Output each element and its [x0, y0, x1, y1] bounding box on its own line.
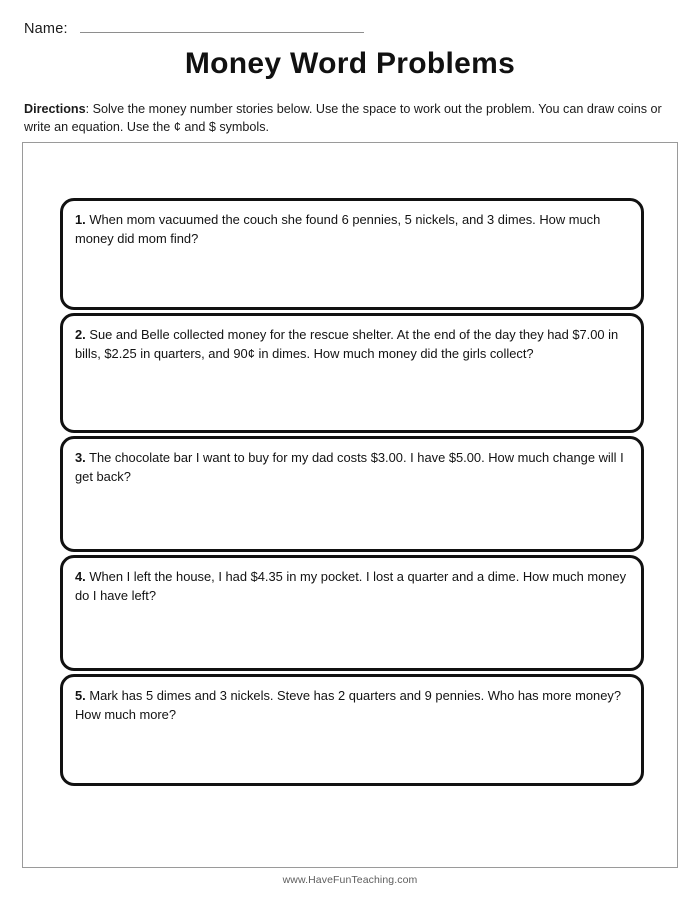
problem-text-4 [75, 568, 627, 606]
problem-number-5: 5. [75, 688, 86, 703]
problem-body-2: Sue and Belle collected money for the rescue shelter. At the end of the day they had $7.00 in bills, $2.25 in quarters, and 90¢ in dimes. How much money did the girls collect? [75, 327, 619, 361]
problem-box-5[interactable] [60, 674, 644, 786]
name-blank-line[interactable] [80, 20, 364, 33]
problem-body-3: The chocolate bar I want to buy for my dad costs $3.00. I have $5.00. How much change will I get back? [75, 450, 624, 484]
footer-url[interactable]: www.HaveFunTeaching.com [282, 874, 418, 886]
problem-box-2[interactable] [60, 313, 644, 433]
problem-text-1 [75, 211, 627, 249]
problem-box-1[interactable] [60, 198, 644, 310]
problem-text-3 [75, 449, 627, 487]
problem-box-4[interactable] [60, 555, 644, 671]
problem-body-1: When mom vacuumed the couch she found 6 pennies, 5 nickels, and 3 dimes. How much money did mom find? [75, 212, 601, 246]
directions [24, 101, 680, 137]
problem-number-3: 3. [75, 450, 86, 465]
directions-text: Solve the money number stories below. Use the space to work out the problem. You can draw coins or write an equation. Use the ¢ and $ symbols. [24, 102, 662, 134]
page-title: Money Word Problems [184, 47, 516, 80]
name-label: Name: [24, 21, 68, 37]
problem-box-3[interactable] [60, 436, 644, 552]
name-row [24, 20, 364, 42]
problem-number-1: 1. [75, 212, 86, 227]
problem-number-4: 4. [75, 569, 86, 584]
directions-label: Directions [24, 102, 86, 116]
directions-separator: : [85, 102, 90, 116]
problem-body-5: Mark has 5 dimes and 3 nickels. Steve has 2 quarters and 9 pennies. Who has more money? How much more? [75, 688, 622, 722]
problem-number-2: 2. [75, 327, 86, 342]
problem-list [60, 198, 644, 789]
problem-text-2 [75, 326, 627, 364]
problem-text-5 [75, 687, 627, 725]
problem-body-4: When I left the house, I had $4.35 in my pocket. I lost a quarter and a dime. How much money do I have left? [75, 569, 627, 603]
